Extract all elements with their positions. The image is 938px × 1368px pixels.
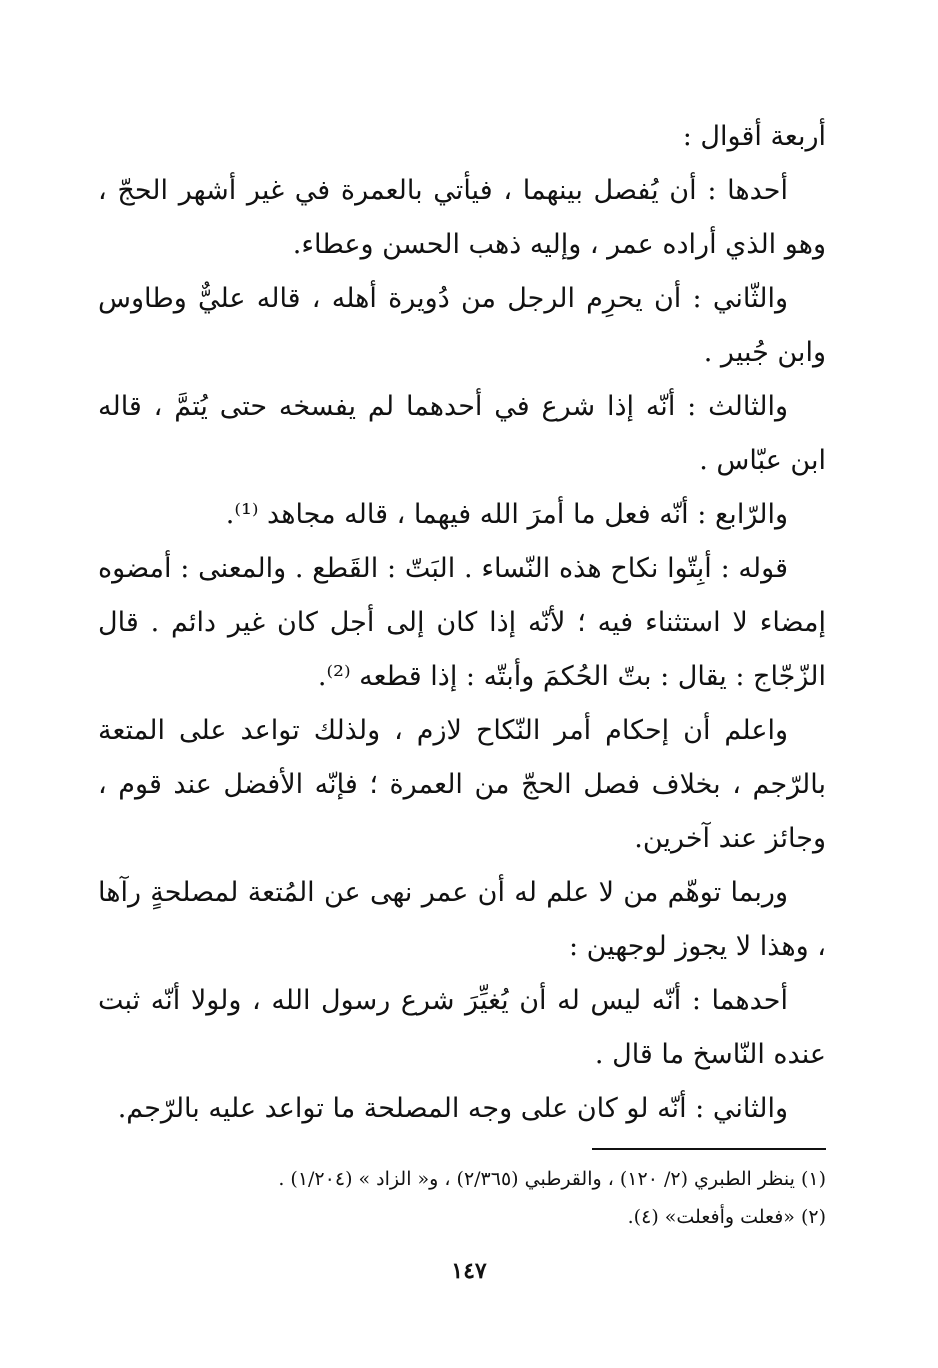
paragraph-third-opinion: والثالث : أنّه إذا شرع في أحدهما لم يفسخه حتى يُتمَّ ، قاله ابن عبّاس . (98, 391, 826, 476)
paragraph-fourth-opinion: والرّابع : أنّه فعل ما أمرَ الله فيهما ، قاله مجاهد ⁽¹⁾. (225, 499, 788, 530)
paragraph-second-reason: والثاني : أنّه لو كان على وجه المصلحة ما تواعد عليه بالرّجم. (117, 1093, 788, 1124)
paragraph-misconception: وربما توهّم من لا علم له أن عمر نهى عن المُتعة لمصلحةٍ رآها ، وهذا لا يجوز لوجهين : (98, 877, 826, 962)
footnote-2: (٢) «فعلت وأفعلت» (٤). (627, 1206, 826, 1228)
footnote-divider (592, 1148, 826, 1150)
paragraph-intro: أربعة أقوال : (682, 121, 826, 152)
paragraph-nikah-ruling: واعلم أن إحكام أمر النّكاح لازم ، ولذلك تواعد على المتعة بالرّجم ، بخلاف فصل الحجّ من العمرة ؛ فإنّه الأفضل عند قوم ، وجائز عند آخرين. (98, 715, 826, 854)
footnotes (106, 1160, 826, 1236)
paragraph-batt-explanation: قوله : أبِتّوا نكاح هذه النّساء . البَتّ : القَطع . والمعنى : أمضوه إمضاء لا استثناء فيه ؛ لأنّه إذا كان إلى أجل كان غير دائم . قال الزّجّاج : يقال : بتّ الحُكمَ وأبتّه : إذا قطعه ⁽²⁾. (98, 553, 826, 692)
page-number: ١٤٧ (451, 1258, 487, 1284)
footnote-1: (١) ينظر الطبري (٢/ ١٢٠) ، والقرطبي (٢/٣٦٥) ، و« الزاد » (١/٢٠٤) . (278, 1168, 826, 1190)
paragraph-first-opinion: أحدها : أن يُفصل بينهما ، فيأتي بالعمرة في غير أشهر الحجّ ، وهو الذي أراده عمر ، وإليه ذهب الحسن وعطاء. (98, 175, 826, 260)
paragraph-first-reason: أحدهما : أنّه ليس له أن يُغيِّرَ شرع رسول الله ، ولولا أنّه ثبت عنده النّاسخ ما قال . (98, 985, 826, 1070)
page-body (98, 110, 826, 1136)
paragraph-second-opinion: والثّاني : أن يحرِم الرجل من دُويرة أهله ، قاله عليٌّ وطاوس وابن جُبير . (98, 283, 826, 368)
